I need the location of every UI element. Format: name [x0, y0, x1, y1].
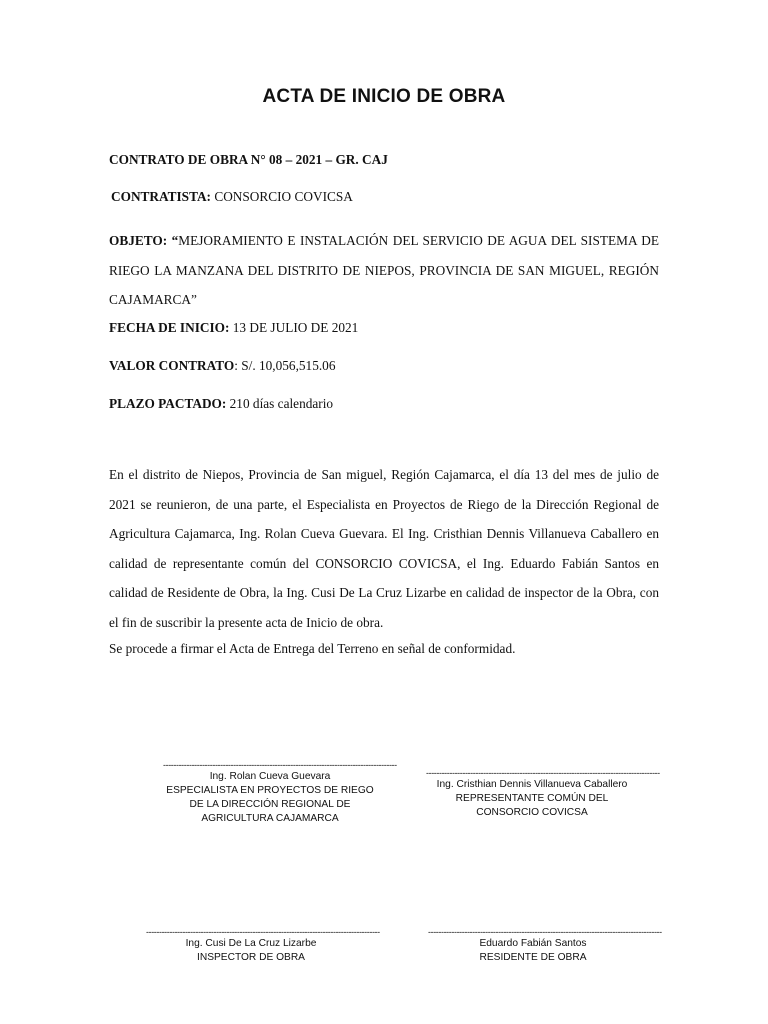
signature-line: ------------------------------------------------------------------------------------------	[163, 760, 397, 770]
closing-sentence: Se procede a firmar el Acta de Entrega del Terreno en señal de conformidad.	[109, 641, 516, 656]
signature-line: ------------------------------------------------------------------------------------------	[428, 927, 662, 937]
valor-contrato-value: : S/. 10,056,515.06	[234, 358, 336, 373]
objeto-label: OBJETO: “	[109, 233, 179, 248]
signature-line: ------------------------------------------------------------------------------------------	[426, 768, 660, 778]
signature-name: Ing. Cusi De La Cruz Lizarbe	[185, 938, 317, 949]
signature-block-representante	[426, 768, 660, 820]
signature-name: Ing. Cristhian Dennis Villanueva Caballero	[436, 779, 628, 790]
signature-block-especialista	[163, 760, 397, 826]
objeto-value: MEJORAMIENTO E INSTALACIÓN DEL SERVICIO DE AGUA DEL SISTEMA DE RIEGO LA MANZANA DEL DISTRITO DE NIEPOS, PROVINCIA DE SAN MIGUEL, REGIÓN CAJAMARCA”	[109, 233, 659, 307]
fecha-inicio-value: 13 DE JULIO DE 2021	[229, 320, 359, 335]
signature-name: Ing. Rolan Cueva Guevara	[209, 771, 331, 782]
signature-role: REPRESENTANTE COMÚN DEL CONSORCIO COVICSA	[455, 793, 609, 818]
signature-role: INSPECTOR DE OBRA	[197, 952, 305, 963]
fecha-inicio-label: FECHA DE INICIO:	[109, 320, 230, 335]
signature-role: RESIDENTE DE OBRA	[479, 952, 587, 963]
signature-role: ESPECIALISTA EN PROYECTOS DE RIEGO DE LA DIRECCIÓN REGIONAL DE AGRICULTURA CAJAMARCA	[166, 785, 374, 824]
signature-block-residente	[428, 927, 662, 965]
contratista-field	[111, 188, 661, 206]
objeto-field	[109, 226, 659, 315]
body-paragraph: En el distrito de Niepos, Provincia de San miguel, Región Cajamarca, el día 13 del mes de julio de 2021 se reunieron, de una parte, el Especialista en Proyectos de Riego de la Dirección Regional de Agricultura Cajamarca, Ing. Rolan Cueva Guevara. El Ing. Cristhian Dennis Villanueva Caballero en calidad de representante común del CONSORCIO COVICSA, el Ing. Eduardo Fabián Santos en calidad de Residente de Obra, la Ing. Cusi De La Cruz Lizarbe en calidad de inspector de la Obra, con el fin de suscribir la presente acta de Inicio de obra.	[109, 467, 659, 630]
contratista-value: CONSORCIO COVICSA	[211, 189, 353, 204]
contratista-label: CONTRATISTA:	[111, 189, 211, 204]
plazo-pactado-value: 210 días calendario	[226, 396, 334, 411]
signature-name: Eduardo Fabián Santos	[479, 938, 587, 949]
document-title: ACTA DE INICIO DE OBRA	[262, 86, 506, 107]
signature-line: ------------------------------------------------------------------------------------------	[146, 927, 380, 937]
contrato-label: CONTRATO DE OBRA N° 08 – 2021 – GR. CAJ	[109, 152, 388, 167]
valor-contrato-field	[109, 357, 659, 375]
contrato-field	[109, 151, 659, 169]
valor-contrato-label: VALOR CONTRATO	[109, 358, 235, 373]
plazo-pactado-label: PLAZO PACTADO:	[109, 396, 227, 411]
plazo-pactado-field	[109, 395, 659, 413]
signature-block-inspector	[146, 927, 380, 965]
fecha-inicio-field	[109, 319, 659, 337]
